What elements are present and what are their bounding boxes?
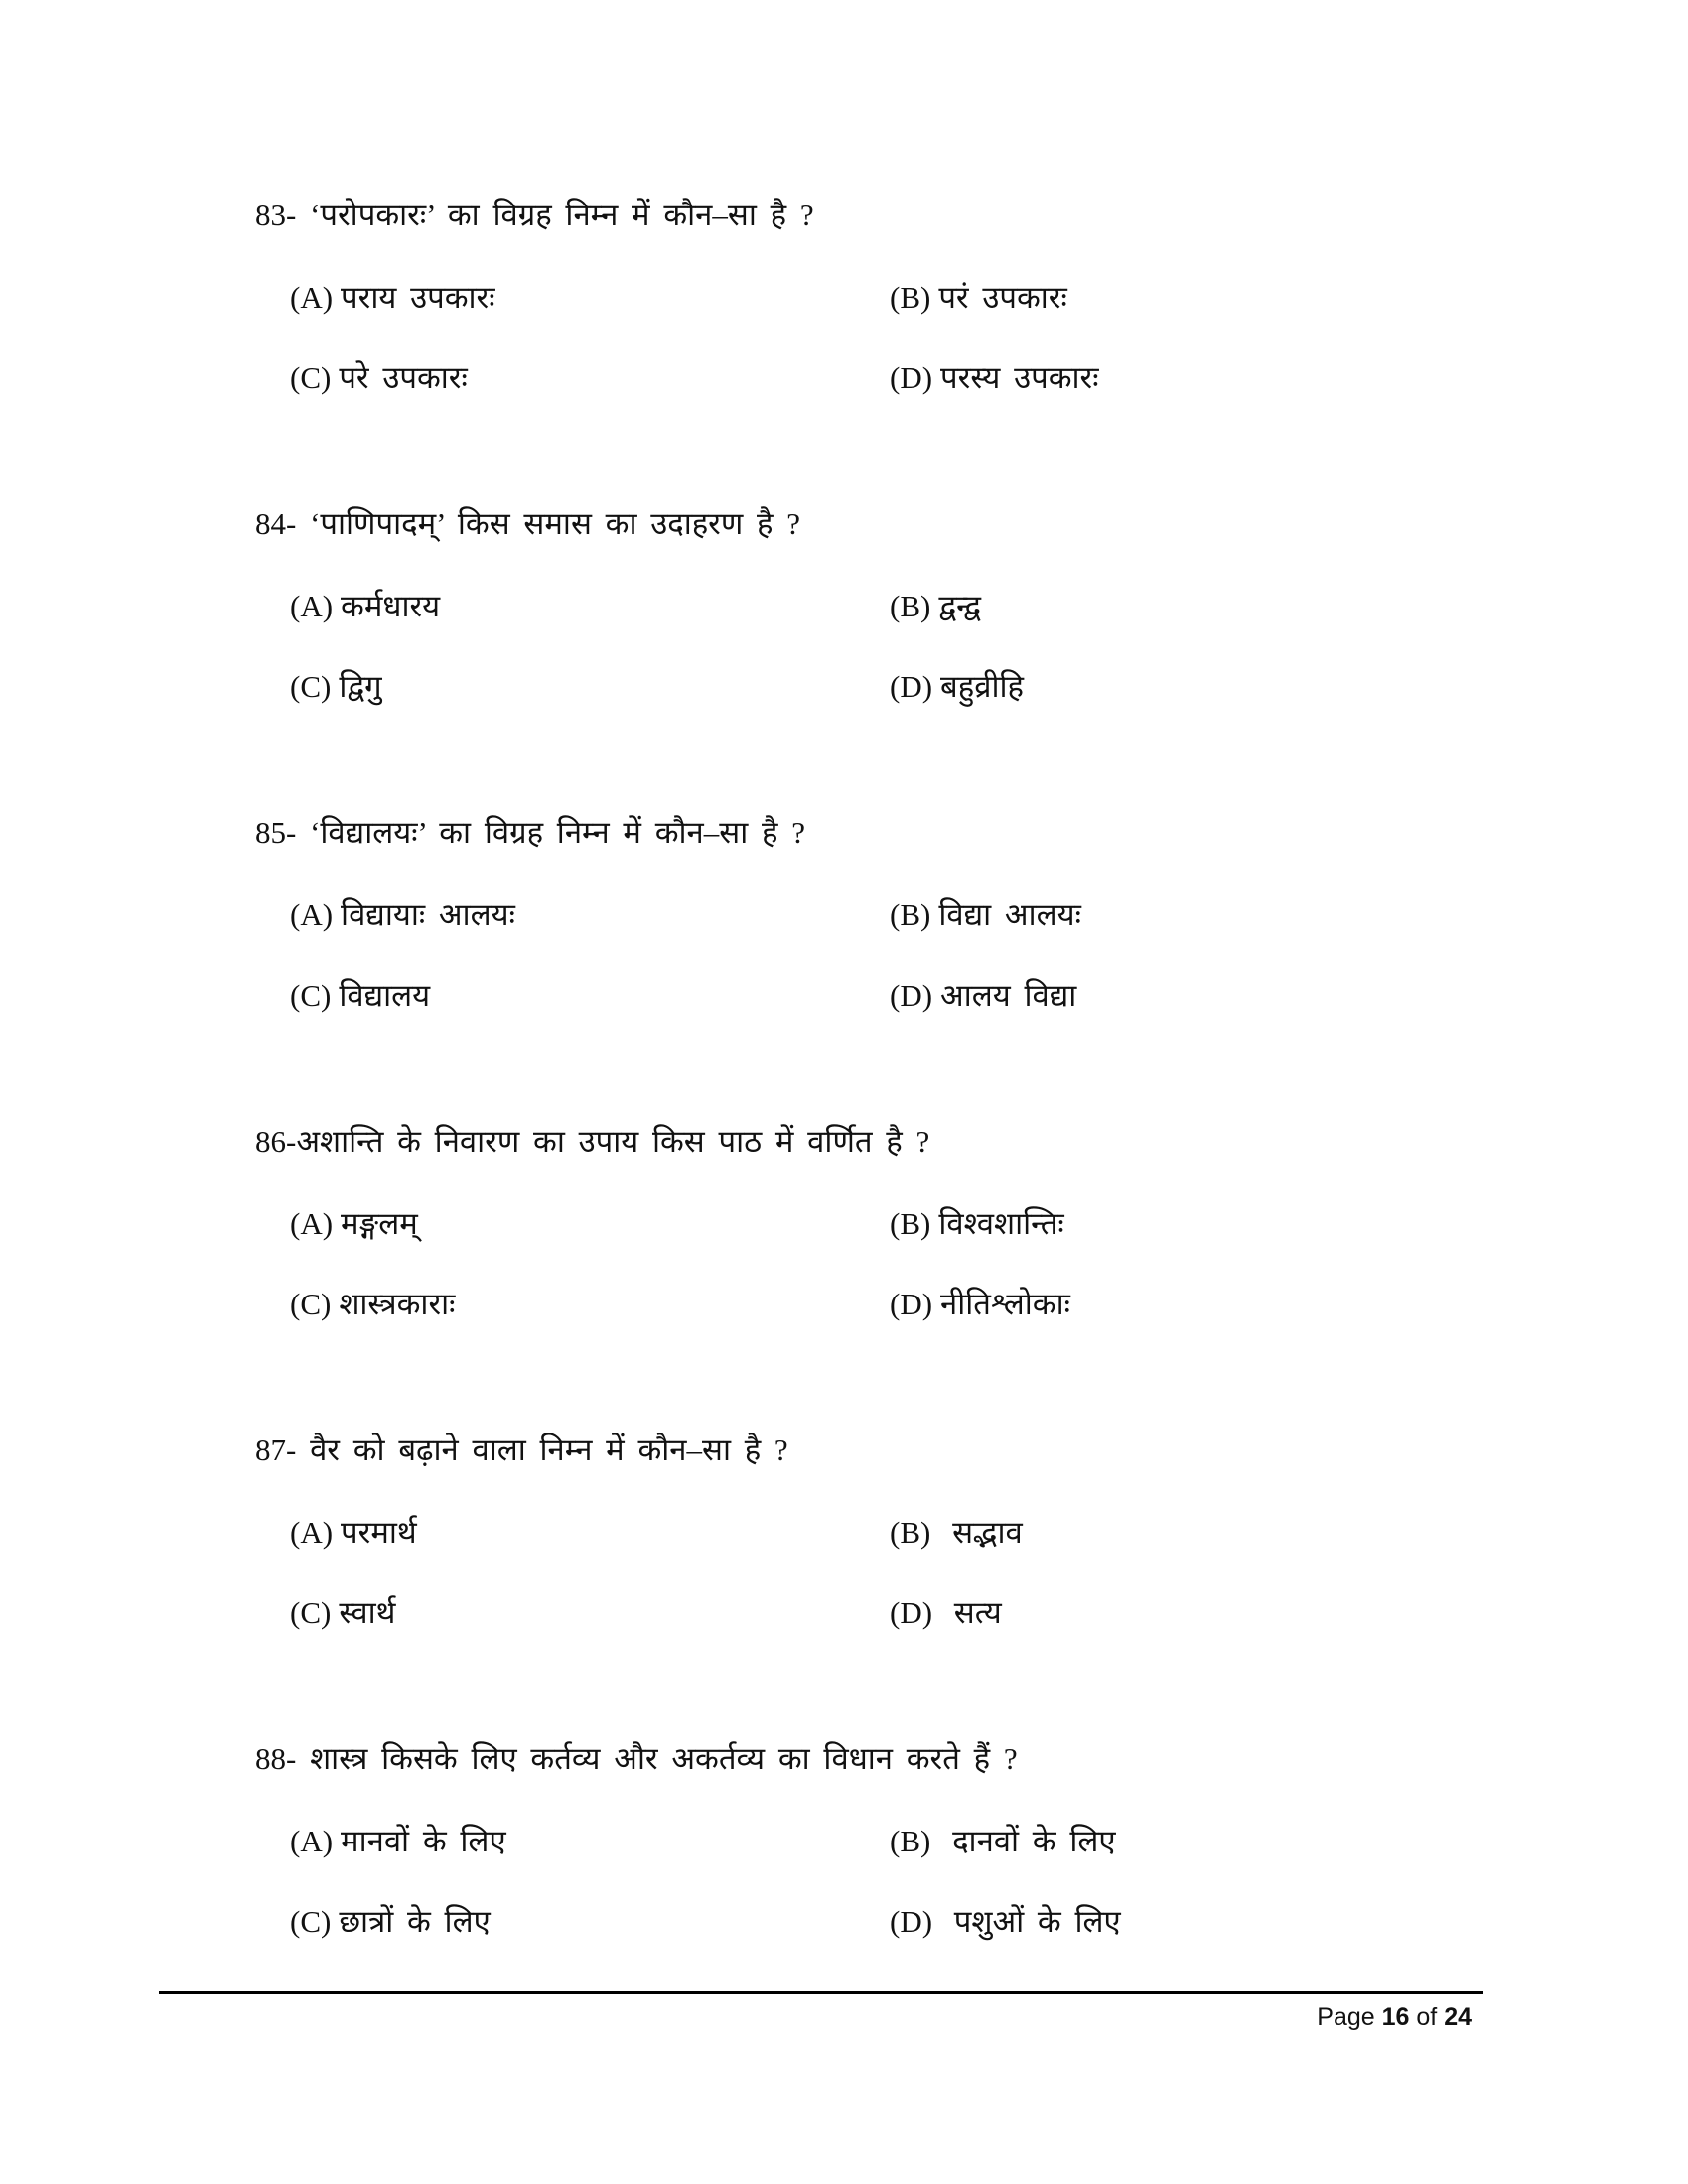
option-text: द्वन्द्व xyxy=(938,589,981,623)
option xyxy=(290,893,515,935)
option-label: (D) xyxy=(890,978,933,1013)
option xyxy=(890,1591,1002,1633)
option-label: (D) xyxy=(890,1595,933,1630)
option xyxy=(890,1283,1070,1324)
option-label: (A) xyxy=(290,1515,334,1550)
option-label: (C) xyxy=(290,978,332,1013)
option xyxy=(290,665,382,707)
option-label: (C) xyxy=(290,360,332,395)
option-label: (C) xyxy=(290,669,332,704)
option-label: (C) xyxy=(290,1287,332,1321)
option xyxy=(290,276,494,318)
option-text: परे उपकारः xyxy=(339,360,468,395)
option xyxy=(890,585,981,626)
question-text: 87- वैर को बढ़ाने वाला निम्न में कौन–सा है ? xyxy=(255,1433,788,1467)
option-text: नीतिश्लोकाः xyxy=(940,1287,1070,1321)
option xyxy=(290,1511,417,1553)
option-text: शास्त्रकाराः xyxy=(339,1287,456,1321)
option xyxy=(890,1202,1064,1244)
total-pages: 24 xyxy=(1444,2003,1472,2031)
option-text: आलय विद्या xyxy=(940,978,1077,1013)
option-label: (A) xyxy=(290,589,334,623)
page-prefix: Page xyxy=(1317,2003,1382,2031)
page-of: of xyxy=(1409,2003,1445,2031)
option xyxy=(290,1900,491,1942)
option-text: परं उपकारः xyxy=(938,280,1067,315)
option-text: सत्य xyxy=(940,1595,1002,1630)
question-block xyxy=(255,1120,1546,1418)
option-label: (C) xyxy=(290,1595,332,1630)
option-text: परमार्थ xyxy=(341,1515,417,1550)
current-page: 16 xyxy=(1381,2003,1410,2031)
option-text: परस्य उपकारः xyxy=(940,360,1099,395)
option-label: (A) xyxy=(290,897,334,932)
question-block xyxy=(255,1737,1546,2035)
option-text: विद्या आलयः xyxy=(938,897,1081,932)
option xyxy=(290,1591,395,1633)
option-text: छात्रों के लिए xyxy=(339,1904,491,1939)
option-text: पशुओं के लिए xyxy=(940,1904,1121,1939)
option xyxy=(890,1511,1023,1553)
option xyxy=(290,1820,506,1861)
option-label: (D) xyxy=(890,1904,933,1939)
option xyxy=(890,665,1024,707)
option-label: (D) xyxy=(890,1287,933,1321)
option-label: (C) xyxy=(290,1904,332,1939)
question-block xyxy=(255,194,1546,491)
option-label: (D) xyxy=(890,669,933,704)
option xyxy=(890,356,1099,398)
option-text: पराय उपकारः xyxy=(341,280,495,315)
page-number xyxy=(1317,2003,1472,2032)
option xyxy=(290,1202,418,1244)
question-block xyxy=(255,502,1546,800)
question-block xyxy=(255,811,1546,1109)
option-text: विद्यालय xyxy=(339,978,431,1013)
question-block xyxy=(255,1429,1546,1726)
option xyxy=(890,276,1067,318)
option xyxy=(290,1283,455,1324)
option-text: मङ्गलम् xyxy=(341,1206,418,1241)
option-text: मानवों के लिए xyxy=(341,1824,506,1858)
option-label: (A) xyxy=(290,1824,334,1858)
option xyxy=(890,1900,1121,1942)
option-label: (D) xyxy=(890,360,933,395)
option-text: सद्भाव xyxy=(938,1515,1023,1550)
option xyxy=(890,974,1076,1016)
question-text: 88- शास्त्र किसके लिए कर्तव्य और अकर्तव्य का विधान करते हैं ? xyxy=(255,1741,1018,1776)
option-text: विद्यायाः आलयः xyxy=(341,897,515,932)
option xyxy=(290,585,440,626)
question-text: 86-अशान्ति के निवारण का उपाय किस पाठ में वर्णित है ? xyxy=(255,1124,930,1159)
option-label: (B) xyxy=(890,1515,931,1550)
option-label: (B) xyxy=(890,280,931,315)
option xyxy=(290,974,430,1016)
question-text: 83- ‘परोपकारः’ का विग्रह निम्न में कौन–सा है ? xyxy=(255,198,814,232)
option xyxy=(890,893,1081,935)
option-text: द्विगु xyxy=(339,669,382,704)
option xyxy=(890,1820,1116,1861)
footer-divider xyxy=(159,1991,1483,1994)
option-label: (B) xyxy=(890,1824,931,1858)
option-label: (B) xyxy=(890,897,931,932)
question-text: 85- ‘विद्यालयः’ का विग्रह निम्न में कौन–सा है ? xyxy=(255,815,805,850)
option-text: विश्वशान्तिः xyxy=(938,1206,1064,1241)
option xyxy=(290,356,468,398)
question-text: 84- ‘पाणिपादम्’ किस समास का उदाहरण है ? xyxy=(255,506,800,541)
option-label: (B) xyxy=(890,1206,931,1241)
option-text: बहुव्रीहि xyxy=(940,669,1024,704)
option-text: दानवों के लिए xyxy=(938,1824,1116,1858)
option-text: कर्मधारय xyxy=(341,589,441,623)
option-label: (A) xyxy=(290,1206,334,1241)
option-label: (B) xyxy=(890,589,931,623)
option-text: स्वार्थ xyxy=(339,1595,396,1630)
option-label: (A) xyxy=(290,280,334,315)
